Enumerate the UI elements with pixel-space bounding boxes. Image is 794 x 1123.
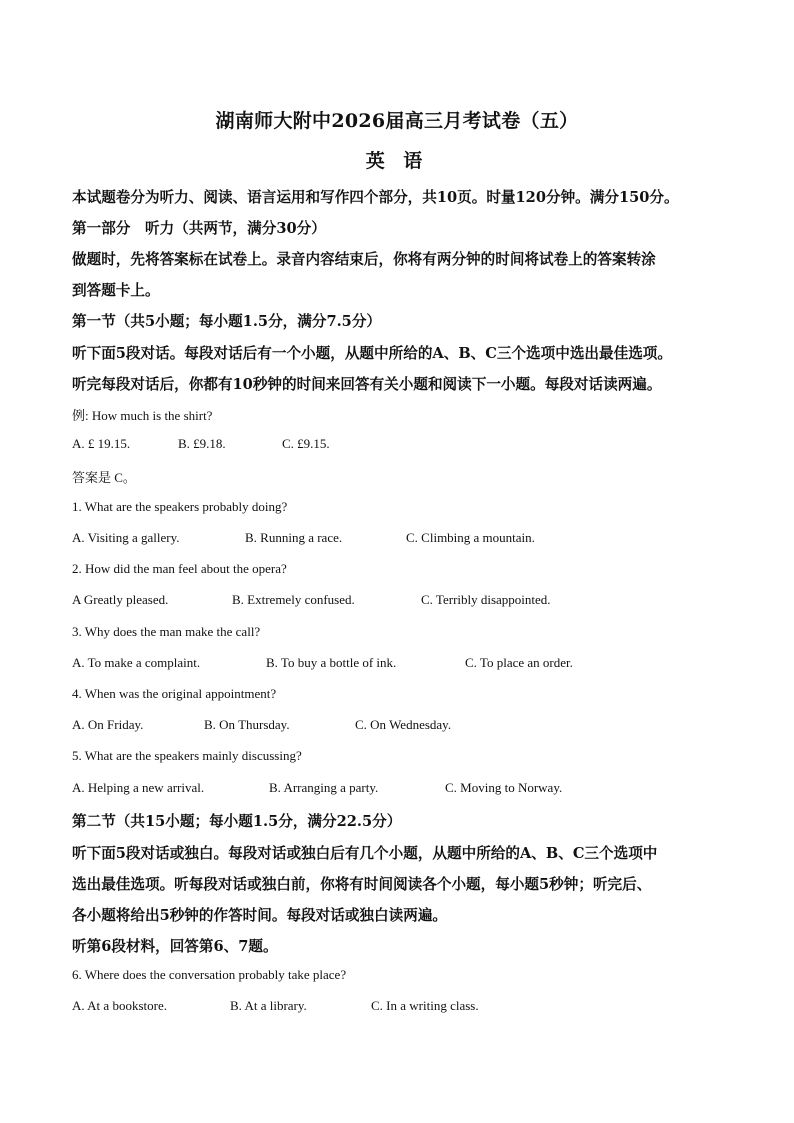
option-a: A. £ 19.15. — [72, 436, 131, 451]
section1-instruction-line2: 听完每段对话后，你都有10秒钟的时间来回答有关小题和阅读下一小题。每段对话读两遍。 — [72, 376, 662, 393]
option-c: C. To place an order. — [465, 655, 573, 670]
section2-heading: 第二节（共15小题；每小题1.5分，满分22.5分） — [72, 813, 402, 830]
option-a: A. Helping a new arrival. — [72, 780, 205, 795]
part1-heading: 第一部分 听力（共两节，满分30分） — [72, 220, 326, 237]
option-c: C. In a writing class. — [371, 998, 479, 1013]
option-b: B. Extremely confused. — [232, 592, 355, 607]
section2-instruction-line1: 听下面5段对话或独白。每段对话或独白后有几个小题，从题中所给的A、B、C三个选项中 — [72, 845, 658, 862]
option-c: C. Moving to Norway. — [445, 780, 563, 795]
question-4: 4. When was the original appointment? — [72, 686, 277, 701]
option-c: C. Climbing a mountain. — [406, 530, 535, 545]
section2-instruction-line2: 选出最佳选项。听每段对话或独白前，你将有时间阅读各个小题，每小题5秒钟；听完后、 — [72, 876, 652, 893]
subject-title: 英 语 — [365, 150, 429, 172]
material-6-instruction: 听第6段材料，回答第6、7题。 — [72, 938, 278, 955]
option-c: C. On Wednesday. — [355, 717, 452, 732]
option-b: B. £9.18. — [178, 436, 226, 451]
section1-instruction-line1: 听下面5段对话。每段对话后有一个小题，从题中所给的A、B、C三个选项中选出最佳选项。 — [72, 345, 672, 362]
option-b: B. On Thursday. — [204, 717, 290, 732]
example-answer: 答案是 C。 — [72, 470, 136, 485]
question-6: 6. Where does the conversation probably take place? — [72, 967, 347, 982]
option-a: A. At a bookstore. — [72, 998, 167, 1013]
part1-instruction-line1: 做题时，先将答案标在试卷上。录音内容结束后，你将有两分钟的时间将试卷上的答案转涂 — [72, 251, 656, 268]
section2-instruction-line3: 各小题将给出5秒钟的作答时间。每段对话或独白读两遍。 — [72, 907, 448, 924]
question-5: 5. What are the speakers mainly discussing? — [72, 748, 302, 763]
option-a: A. To make a complaint. — [72, 655, 201, 670]
option-a: A Greatly pleased. — [72, 592, 169, 607]
intro-text: 本试题卷分为听力、阅读、语言运用和写作四个部分，共10页。时量120分钟。满分150分。 — [72, 189, 679, 206]
section1-heading: 第一节（共5小题；每小题1.5分，满分7.5分） — [72, 313, 382, 330]
option-b: B. At a library. — [230, 998, 307, 1013]
question-1: 1. What are the speakers probably doing? — [72, 499, 288, 514]
question-3: 3. Why does the man make the call? — [72, 624, 261, 639]
option-a: A. Visiting a gallery. — [72, 530, 180, 545]
option-b: B. Running a race. — [245, 530, 343, 545]
option-b: B. To buy a bottle of ink. — [266, 655, 397, 670]
question-2: 2. How did the man feel about the opera? — [72, 561, 287, 576]
exam-title: 湖南师大附中2026届高三月考试卷（五） — [215, 110, 579, 132]
option-b: B. Arranging a party. — [269, 780, 379, 795]
option-a: A. On Friday. — [72, 717, 144, 732]
option-c: C. £9.15. — [282, 436, 330, 451]
example-question: 例: How much is the shirt? — [72, 408, 213, 423]
part1-instruction-line2: 到答题卡上。 — [72, 282, 160, 299]
option-c: C. Terribly disappointed. — [421, 592, 551, 607]
